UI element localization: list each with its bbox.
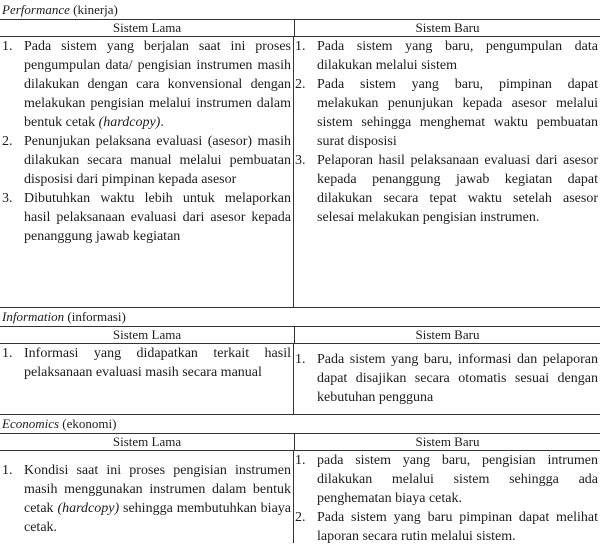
- economics-table: [0, 433, 600, 543]
- section-title-italic: Economics: [2, 416, 60, 431]
- item-number: 2.: [2, 134, 13, 149]
- list-item: [294, 37, 598, 75]
- section-title-italic: Information: [2, 309, 65, 324]
- item-italic: (hardcopy): [57, 501, 120, 516]
- section-title-economics: [2, 416, 116, 431]
- item-number: 3.: [2, 191, 13, 206]
- item-italic: (hardcopy): [98, 115, 161, 130]
- item-number: 2.: [295, 510, 306, 525]
- item-text: Informasi yang didapatkan terkait hasil pelaksanaan evaluasi masih secara manual: [24, 346, 291, 380]
- section-title-rest: (kinerja): [69, 2, 118, 17]
- list-item: [0, 344, 291, 382]
- list-item: [294, 350, 598, 407]
- old-system-cell: [0, 37, 294, 307]
- item-number: 1.: [295, 39, 306, 54]
- section-title-performance: [2, 2, 118, 17]
- item-number: 1.: [2, 463, 13, 478]
- old-system-cell: [0, 451, 294, 543]
- new-system-cell: [294, 344, 600, 414]
- section-title-rest: (informasi): [64, 309, 126, 324]
- section-title-information: [2, 309, 126, 324]
- list-item: [294, 451, 598, 508]
- item-text: Pada sistem yang baru, informasi dan pelaporan dapat disajikan secara otomatis sesuai dengan kebutuhan pengguna: [317, 352, 598, 405]
- table-header: [0, 434, 600, 451]
- table-row: [0, 344, 600, 415]
- item-number: 3.: [295, 153, 306, 168]
- list-item: [0, 132, 291, 189]
- list-item: [0, 37, 291, 132]
- item-text: Penunjukan pelaksana evaluasi (asesor) masih dilakukan secara manual melalui pembuatan disposisi dari pimpinan kepada asesor: [24, 134, 291, 187]
- item-text: Pelaporan hasil pelaksanaan evaluasi dari asesor kepada penanggung jawab kegiatan dapat dilakukan secara tepat waktu setelah asesor selesai melakukan pengisian instrumen.: [317, 153, 598, 225]
- table-row: [0, 451, 600, 543]
- item-text: Pada sistem yang baru pimpinan dapat melihat laporan secara rutin melalui sistem.: [317, 510, 598, 544]
- item-number: 1.: [295, 352, 306, 367]
- item-tail: sehingga membutuhkan biaya cetak.: [24, 501, 291, 535]
- information-table: [0, 326, 600, 415]
- item-text: Pada sistem yang berjalan saat ini proses pengumpulan data/ pengisian instrumen masih dilakukan dengan cara konvensional dengan melakukan pengisian melalui instrumen dalam bentuk cetak: [24, 39, 291, 130]
- header-new-system: Sistem Baru: [415, 434, 480, 449]
- item-text: Dibutuhkan waktu lebih untuk melaporkan hasil pelaksanaan evaluasi dari asesor kepada penanggung jawab kegiatan: [24, 191, 291, 244]
- new-system-cell: [294, 37, 600, 307]
- item-number: 2.: [295, 77, 306, 92]
- list-item: [294, 508, 598, 546]
- list-item: [294, 151, 598, 227]
- section-title-italic: Performance: [2, 2, 70, 17]
- item-text: pada sistem yang baru, pengisian intrumen dilakukan melalui sistem sehingga ada penghematan biaya cetak.: [317, 453, 598, 506]
- list-item: [0, 461, 291, 537]
- performance-table: [0, 19, 600, 308]
- old-system-cell: [0, 344, 294, 414]
- table-row: [0, 37, 600, 308]
- list-item: [0, 189, 291, 246]
- header-old-system: Sistem Lama: [0, 327, 295, 343]
- item-number: 1.: [2, 39, 13, 54]
- item-text: Kondisi saat ini proses pengisian instrumen masih menggunakan instrumen dalam bentuk cetak: [24, 463, 291, 516]
- item-tail: .: [160, 115, 164, 130]
- item-number: 1.: [295, 453, 306, 468]
- section-title-rest: (ekonomi): [59, 416, 117, 431]
- table-header: [0, 20, 600, 37]
- item-text: Pada sistem yang baru, pimpinan dapat melakukan penunjukan kepada asesor melalui sistem sehingga menghemat waktu pembuatan surat disposisi: [317, 77, 598, 149]
- table-header: [0, 327, 600, 344]
- header-new-system: Sistem Baru: [415, 327, 480, 342]
- new-system-cell: [294, 451, 600, 543]
- header-new-system: Sistem Baru: [415, 20, 480, 35]
- item-number: 1.: [2, 346, 13, 361]
- item-text: Pada sistem yang baru, pengumpulan data dilakukan melalui sistem: [317, 39, 598, 73]
- header-old-system: Sistem Lama: [0, 434, 295, 450]
- list-item: [294, 75, 598, 151]
- header-old-system: Sistem Lama: [0, 20, 295, 36]
